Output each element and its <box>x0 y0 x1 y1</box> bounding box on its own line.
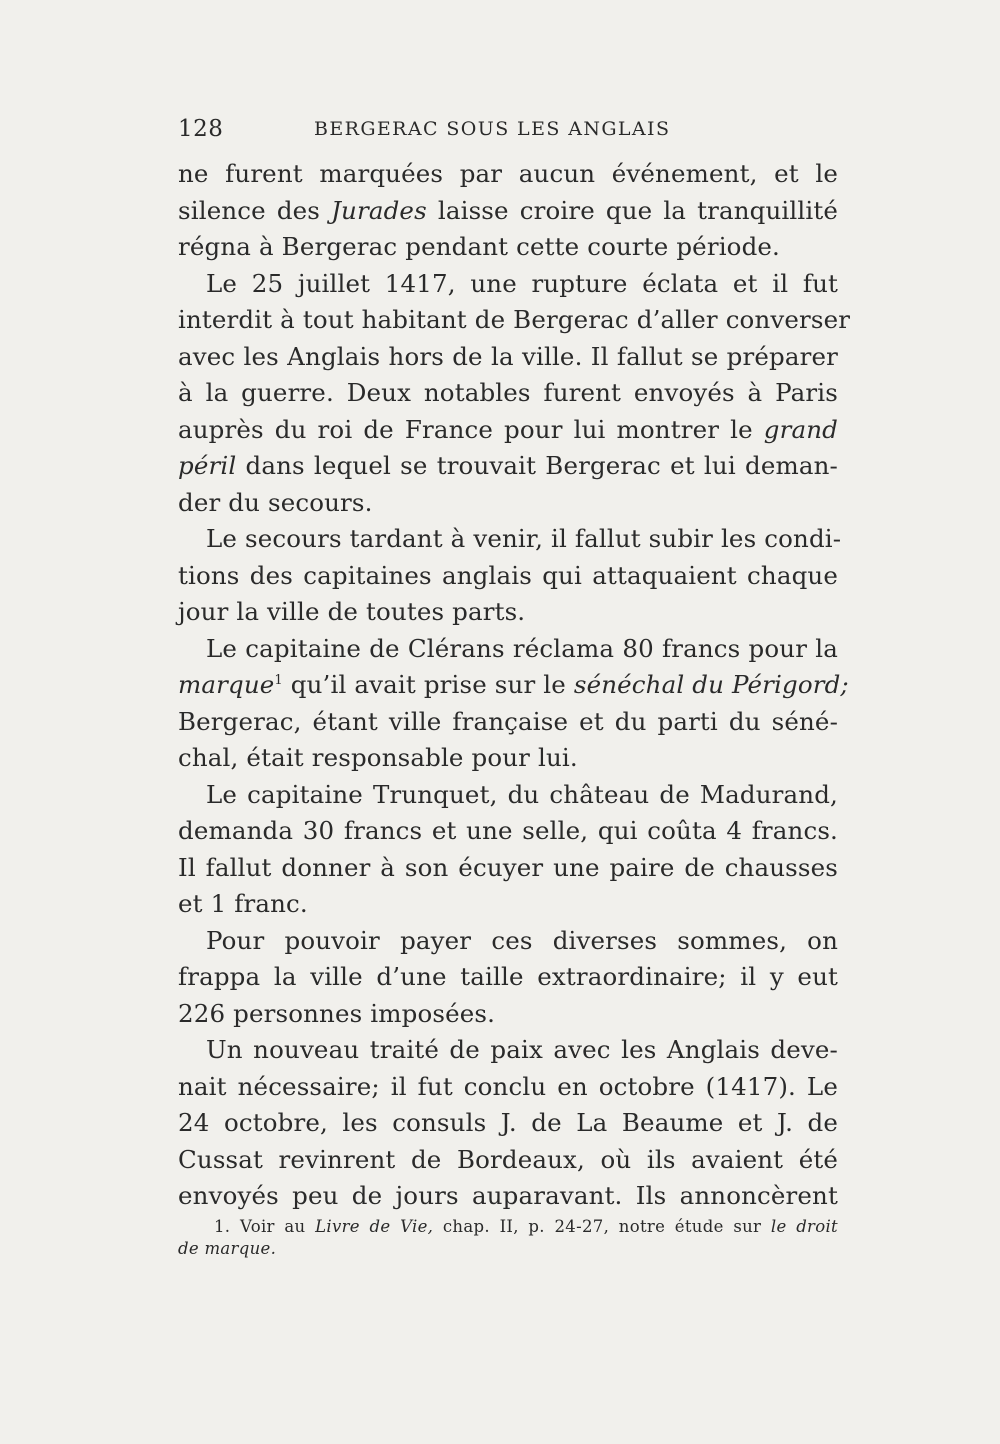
text-line: Le capitaine de Clérans réclama 80 francs pour la <box>206 633 838 663</box>
text-line: Bergerac, étant ville française et du parti du séné- <box>178 706 838 736</box>
text-line: Un nouveau traité de paix avec les Anglais deve- <box>206 1035 838 1064</box>
text-span: chap. II, p. 24-27, notre étude sur <box>433 1217 771 1236</box>
italic-text: péril <box>178 451 237 480</box>
text-line: à la guerre. Deux notables furent envoyés à Paris <box>178 378 838 407</box>
text-line: 226 personnes imposées. <box>178 998 496 1028</box>
body-text <box>178 156 851 1215</box>
text-line <box>178 412 838 449</box>
text-line <box>178 448 838 485</box>
text-line: tions des capitaines anglais qui attaquaient chaque <box>178 560 838 590</box>
footnote-line <box>178 1216 838 1238</box>
page-header <box>178 116 838 146</box>
text-line: envoyés peu de jours auparavant. Ils annoncèrent <box>178 1181 838 1210</box>
text-line: demanda 30 francs et une selle, qui coûta 4 francs. <box>178 816 838 845</box>
text-line: Cussat revinrent de Bordeaux, où ils avaient été <box>178 1144 838 1174</box>
text-line: nait nécessaire; il fut conclu en octobre (1417). Le <box>178 1071 838 1101</box>
text-line: frappa la ville d’une taille extraordinaire; il y eut <box>178 962 838 991</box>
text-line: ne furent marquées par aucun événement, et le <box>178 159 838 188</box>
footnote-line <box>178 1238 838 1260</box>
italic-text: le droit <box>770 1217 838 1236</box>
text-line <box>178 667 849 704</box>
text-span: 1. Voir au <box>214 1217 316 1236</box>
italic-text: de marque. <box>178 1239 277 1258</box>
text-line: jour la ville de toutes parts. <box>178 597 526 626</box>
text-span: dans lequel se trouvait Bergerac et lui deman- <box>236 451 838 480</box>
text-line: avec les Anglais hors de la ville. Il fallut se préparer <box>178 341 838 371</box>
italic-text: sénéchal du Périgord; <box>573 670 849 699</box>
running-title: BERGERAC SOUS LES ANGLAIS <box>314 118 671 140</box>
text-line: der du secours. <box>178 487 373 517</box>
footnote-marker: 1 <box>274 673 283 688</box>
italic-text: grand <box>763 414 838 444</box>
text-line: Il fallut donner à son écuyer une paire de chausses <box>178 852 838 882</box>
text-line: Pour pouvoir payer ces diverses sommes, on <box>206 925 838 955</box>
text-span: qu’il avait prise sur le <box>282 670 574 699</box>
text-line <box>178 193 838 230</box>
text-span: auprès du roi de France pour lui montrer le <box>178 414 764 444</box>
text-line: régna à Bergerac pendant cette courte période. <box>178 232 780 261</box>
text-line: 24 octobre, les consuls J. de La Beaume et J. de <box>178 1108 838 1137</box>
text-span: laisse croire que la tranquillité <box>426 195 838 225</box>
text-line: interdit à tout habitant de Bergerac d’aller converser <box>178 305 851 334</box>
italic-text: Jurades <box>331 195 427 225</box>
text-line: Le secours tardant à venir, il fallut subir les condi- <box>206 524 842 553</box>
text-line: et 1 franc. <box>178 889 308 918</box>
page-number: 128 <box>178 116 224 142</box>
italic-text: Livre de Vie, <box>315 1217 434 1236</box>
text-line: Le 25 juillet 1417, une rupture éclata et il fut <box>206 268 838 298</box>
footnotes <box>178 1216 838 1260</box>
text-line: Le capitaine Trunquet, du château de Madurand, <box>206 779 838 809</box>
italic-text: marque <box>178 670 275 699</box>
text-span: silence des <box>178 195 332 225</box>
text-line: chal, était responsable pour lui. <box>178 743 578 772</box>
